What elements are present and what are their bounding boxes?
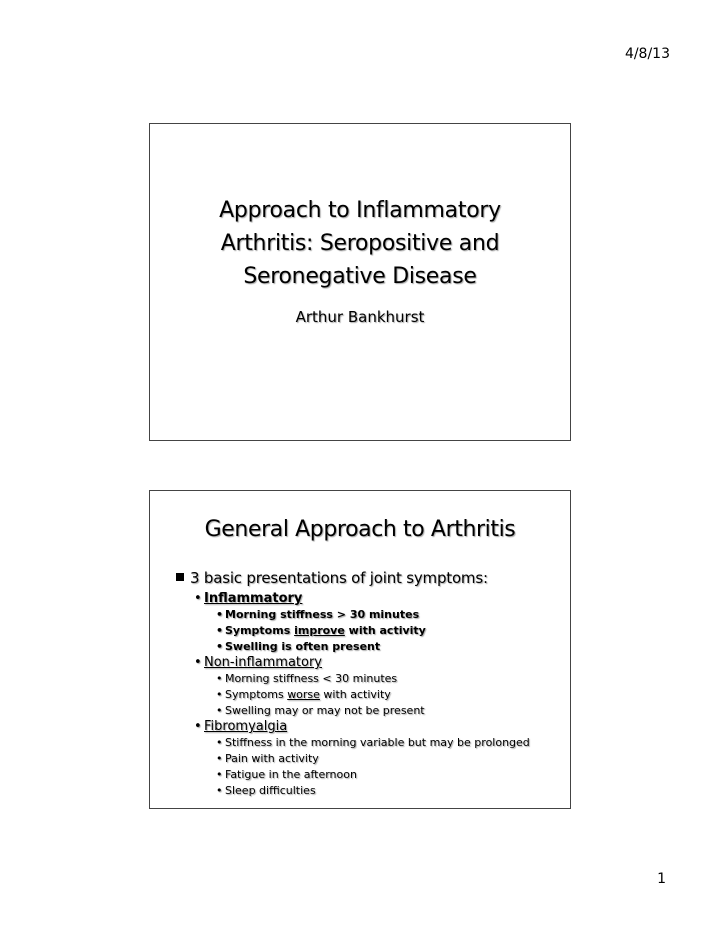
- bullet-icon: •: [216, 608, 224, 621]
- group-fibromyalgia: [194, 719, 566, 735]
- list-item: • Pain with activity: [216, 752, 319, 765]
- bullet-icon: •: [216, 672, 223, 685]
- slide-title: [149, 123, 571, 441]
- slide-general-approach: [149, 490, 571, 809]
- list-item: • Sleep difficulties: [216, 784, 316, 797]
- title-line: Seronegative Disease: [243, 264, 477, 289]
- list-item: • Symptoms improve with activity: [216, 624, 426, 637]
- bullet-icon: •: [216, 704, 223, 717]
- bullet-icon: •: [216, 752, 223, 765]
- group-label: Inflammatory: [204, 591, 303, 606]
- list-item: • Swelling may or may not be present: [216, 704, 425, 717]
- bullet-icon: •: [194, 591, 202, 606]
- slide-author: Arthur Bankhurst: [295, 308, 425, 326]
- group-inflammatory: [194, 591, 566, 607]
- slide-heading: General Approach to Arthritis: [204, 517, 516, 542]
- bullet-icon: •: [216, 736, 223, 749]
- title-line: Arthritis: Seropositive and: [220, 231, 500, 256]
- group-label: Non-inflammatory: [204, 655, 322, 670]
- bullet-icon: •: [216, 768, 223, 781]
- list-item: • Morning stiffness < 30 minutes: [216, 672, 398, 685]
- bullet-icon: •: [216, 784, 223, 797]
- list-item: • Symptoms worse with activity: [216, 688, 391, 701]
- intro-text: 3 basic presentations of joint symptoms:: [190, 569, 488, 587]
- intro-bullet: [176, 569, 488, 587]
- list-item: • Morning stiffness > 30 minutes: [216, 608, 420, 621]
- presentation-groups: [194, 591, 566, 799]
- group-non-inflammatory: [194, 655, 566, 671]
- slide-title-heading: [150, 194, 570, 293]
- page-number: 1: [657, 871, 666, 887]
- list-item: • Stiffness in the morning variable but may be prolonged: [216, 736, 530, 749]
- group-label: Fibromyalgia: [204, 719, 288, 734]
- bullet-icon: •: [216, 624, 224, 637]
- bullet-icon: •: [216, 640, 224, 653]
- page-date: 4/8/13: [624, 46, 670, 62]
- bullet-icon: •: [194, 719, 202, 734]
- square-bullet-icon: [176, 573, 184, 581]
- list-item: • Fatigue in the afternoon: [216, 768, 357, 781]
- list-item: • Swelling is often present: [216, 640, 381, 653]
- bullet-icon: •: [216, 688, 223, 701]
- bullet-icon: •: [194, 655, 202, 670]
- title-line: Approach to Inflammatory: [219, 198, 501, 223]
